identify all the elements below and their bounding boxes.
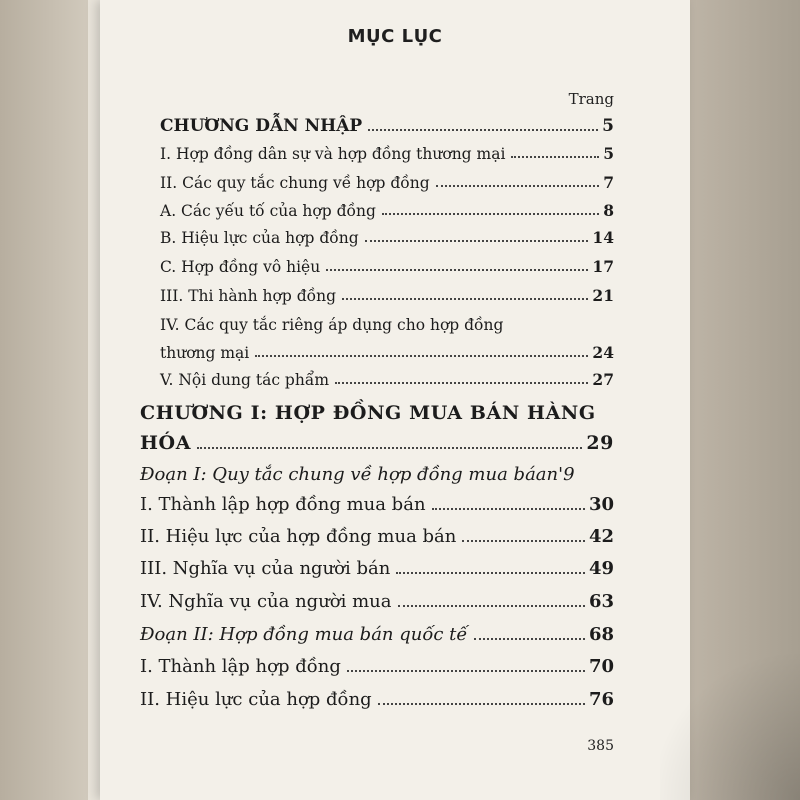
dot-leader xyxy=(255,355,588,357)
dot-leader xyxy=(365,240,589,242)
toc-entry-page: 7 xyxy=(603,173,614,192)
toc-entry-title: III. Thi hành hợp đồng xyxy=(160,287,337,305)
dot-leader xyxy=(511,156,599,158)
dot-leader xyxy=(326,269,588,271)
toc-entry-page: 63 xyxy=(588,591,614,612)
page-column-header: Trang xyxy=(568,90,614,108)
page-number: 385 xyxy=(587,738,614,754)
toc-chapter-heading xyxy=(140,432,614,454)
toc-entry xyxy=(140,689,614,710)
toc-entry-page: 24 xyxy=(592,343,614,362)
toc-entry-title: I. Thành lập hợp đồng mua bán xyxy=(140,494,426,515)
toc-chapter-heading xyxy=(160,116,614,136)
toc-entry-page: 5 xyxy=(603,144,614,163)
toc-entry-title: II. Hiệu lực của hợp đồng mua bán xyxy=(140,526,457,547)
toc-entry-title: II. Hiệu lực của hợp đồng xyxy=(140,689,372,710)
toc-entry-title: III. Nghĩa vụ của người bán xyxy=(140,558,391,579)
toc-chapter-heading: CHƯƠNG I: HỢP ĐỒNG MUA BÁN HÀNG xyxy=(140,402,596,424)
toc-entry xyxy=(160,201,614,220)
toc-entry-page: 8 xyxy=(603,201,614,220)
toc-entry xyxy=(140,494,614,515)
table-of-contents xyxy=(100,0,690,800)
dot-leader xyxy=(436,185,600,187)
toc-entry-page: 27 xyxy=(592,370,614,389)
toc-entry-page: 76 xyxy=(588,689,614,710)
toc-entry-page: 5 xyxy=(602,116,614,136)
toc-entry-title: B. Hiệu lực của hợp đồng xyxy=(160,229,359,247)
toc-entry-page: 68 xyxy=(588,624,614,645)
dot-leader xyxy=(378,703,585,705)
dot-leader xyxy=(347,670,585,672)
dot-leader xyxy=(197,447,582,449)
book-page xyxy=(100,0,690,800)
toc-entry xyxy=(160,370,614,389)
toc-entry xyxy=(140,656,614,677)
toc-entry-page: 70 xyxy=(588,656,614,677)
toc-entry-page: 42 xyxy=(588,526,614,547)
dot-leader xyxy=(432,508,585,510)
toc-entry-title: HÓA xyxy=(140,432,192,454)
toc-entry-title: IV. Nghĩa vụ của người mua xyxy=(140,591,392,612)
toc-entry xyxy=(160,343,614,362)
toc-entry-page: 49 xyxy=(588,558,614,579)
toc-entry xyxy=(140,591,614,612)
toc-entry-page: 29 xyxy=(586,432,614,454)
toc-entry xyxy=(160,286,614,305)
toc-entry xyxy=(160,228,614,247)
toc-entry-title: IV. Các quy tắc riêng áp dụng cho hợp đồng xyxy=(160,316,504,334)
toc-entry-title: I. Hợp đồng dân sự và hợp đồng thương mại xyxy=(160,145,506,163)
toc-entry-title: A. Các yếu tố của hợp đồng xyxy=(160,202,376,220)
toc-entry-title: II. Các quy tắc chung về hợp đồng xyxy=(160,174,430,192)
toc-entry-title: V. Nội dung tác phẩm xyxy=(160,371,330,389)
page-title: MỤC LỤC xyxy=(347,26,443,47)
dot-leader xyxy=(398,605,585,607)
dot-leader xyxy=(335,382,588,384)
toc-entry-title: CHƯƠNG DẪN NHẬP xyxy=(160,116,363,136)
toc-entry-title: thương mại xyxy=(160,344,250,362)
dot-leader xyxy=(474,638,585,640)
toc-entry-title: Đoạn II: Hợp đồng mua bán quốc tế xyxy=(140,624,468,645)
toc-entry-page: 21 xyxy=(592,286,614,305)
dot-leader xyxy=(368,129,598,131)
toc-section-heading xyxy=(140,624,614,645)
toc-entry xyxy=(140,558,614,579)
dot-leader xyxy=(342,298,588,300)
toc-entry xyxy=(140,526,614,547)
dot-leader xyxy=(382,213,599,215)
dot-leader xyxy=(396,572,585,574)
toc-entry-page: 17 xyxy=(592,257,614,276)
dot-leader xyxy=(462,540,585,542)
toc-entry xyxy=(160,144,614,163)
shadow-overlay xyxy=(660,640,800,800)
toc-section-heading: Đoạn I: Quy tắc chung về hợp đồng mua báan'9 xyxy=(140,464,575,485)
toc-entry-title: C. Hợp đồng vô hiệu xyxy=(160,258,321,276)
toc-entry xyxy=(160,173,614,192)
toc-entry-title: I. Thành lập hợp đồng xyxy=(140,656,341,677)
toc-entry-page: 30 xyxy=(588,494,614,515)
toc-entry-page: 14 xyxy=(592,228,614,247)
toc-entry xyxy=(160,257,614,276)
